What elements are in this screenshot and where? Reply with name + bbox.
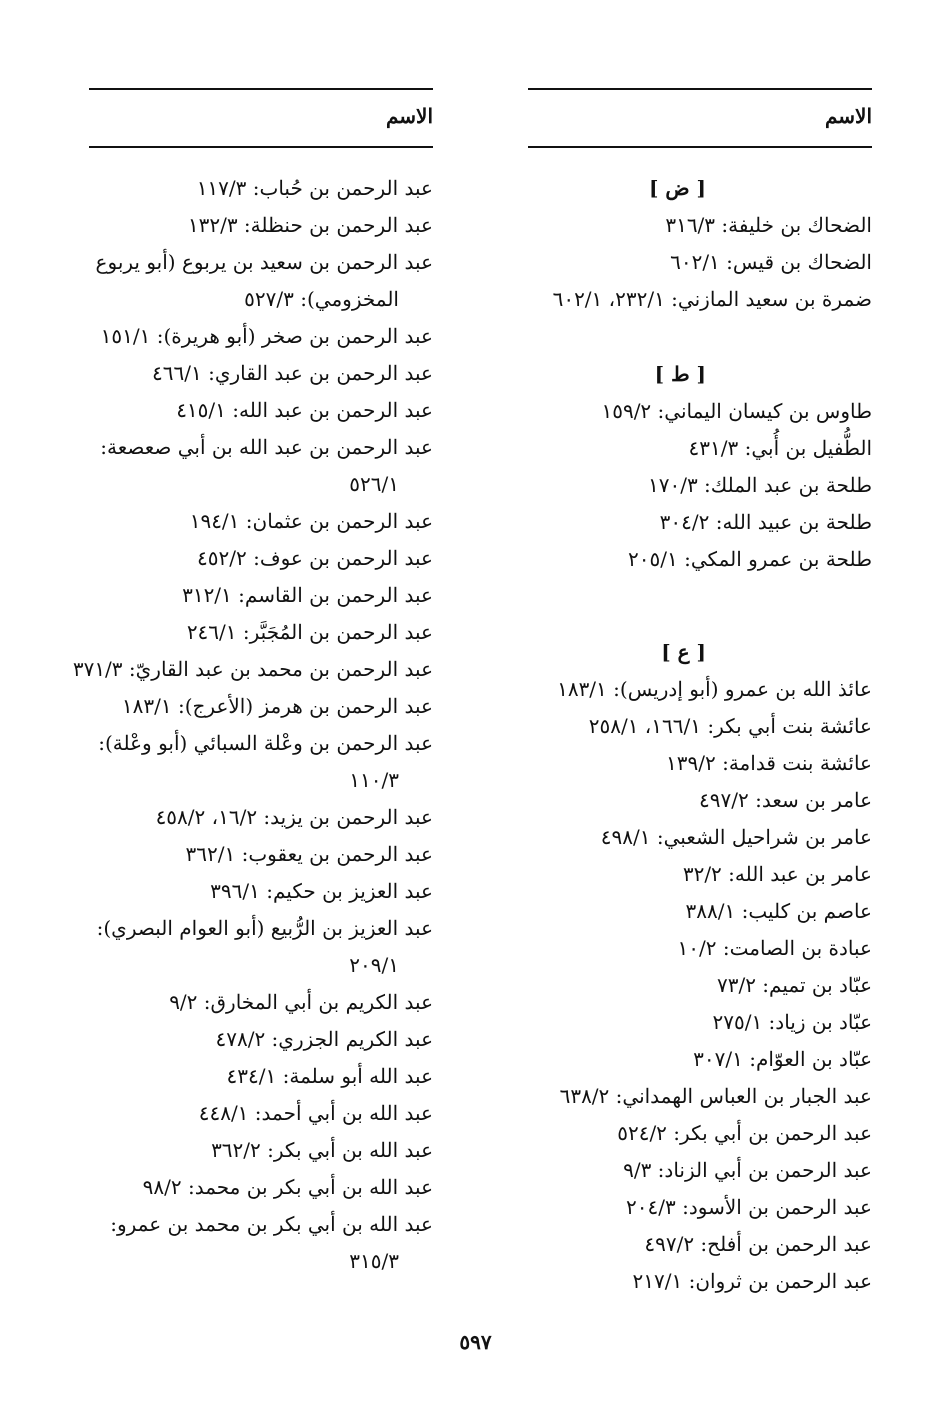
index-entry: عبد الرحمن بن وعْلة السبائي (أبو وعْلة):	[98, 731, 433, 755]
column-header-title: الاسم	[824, 104, 872, 128]
index-entry: عبد الله بن أبي بكر بن محمد بن عمرو:	[110, 1212, 433, 1236]
index-entry: طاوس بن كيسان اليماني: ١٥٩/٢	[601, 399, 872, 423]
index-entry: عبد الجبار بن العباس الهمداني: ٦٣٨/٢	[559, 1084, 872, 1108]
index-entry: طلحة بن عبيد الله: ٣٠٤/٢	[659, 510, 872, 534]
index-column-left	[72, 88, 433, 1280]
index-entry: عائشة بنت أبي بكر: ١٦٦/١، ٢٥٨/١	[588, 714, 872, 738]
index-entry: عبد الرحمن بن محمد بن عبد القاريّ: ٣٧١/٣	[72, 657, 433, 681]
index-entry: عبد الكريم بن أبي المخارق: ٩/٢	[169, 990, 433, 1014]
index-entry: عبد الرحمن بن سعيد بن يربوع (أبو يربوع	[95, 250, 433, 274]
index-entry: عبد الرحمن بن عبد الله: ٤١٥/١	[176, 398, 433, 422]
index-entry: عبّاد بن زياد: ٢٧٥/١	[712, 1010, 872, 1034]
index-entry: ضمرة بن سعيد المازني: ٢٣٢/١، ٦٠٢/١	[552, 287, 872, 311]
index-entries	[528, 148, 872, 1300]
column-header-title: الاسم	[385, 104, 433, 128]
index-entry-continuation: ٣١٥/٣	[349, 1249, 399, 1273]
index-entry: عبد الرحمن بن عوف: ٤٥٢/٢	[197, 546, 433, 570]
index-entry: عائذ الله بن عمرو (أبو إدريس): ١٨٣/١	[557, 677, 872, 701]
index-entry-continuation: ١١٠/٣	[349, 768, 399, 792]
index-entry: عبد الرحمن بن حُباب: ١١٧/٣	[196, 176, 433, 200]
letter-heading: [ ض ]	[648, 176, 706, 200]
index-entry: عبد الرحمن بن هرمز (الأعرج): ١٨٣/١	[121, 694, 433, 718]
index-entry: عائشة بنت قدامة: ١٣٩/٢	[666, 751, 872, 775]
index-entry: عبد العزيز بن الرُّبيع (أبو العوام البصري):	[96, 916, 433, 940]
index-entry: عبد الله بن أبي أحمد: ٤٤٨/١	[198, 1101, 433, 1125]
index-entry: عبد الرحمن بن عبد الله بن أبي صعصعة:	[100, 435, 433, 459]
index-entry: عبد الرحمن بن أبي الزناد: ٩/٣	[623, 1158, 872, 1182]
index-entry: طلحة بن عمرو المكي: ٢٠٥/١	[628, 547, 872, 571]
index-entry: عبّاد بن تميم: ٧٣/٢	[716, 973, 872, 997]
index-entry-continuation: ٢٠٩/١	[349, 953, 399, 977]
section-gap	[528, 578, 872, 634]
index-entry: عبد الله بن أبي بكر: ٣٦٢/٢	[211, 1138, 433, 1162]
index-entry: الضحاك بن قيس: ٦٠٢/١	[670, 250, 872, 274]
index-entry: عبادة بن الصامت: ١٠/٢	[677, 936, 872, 960]
index-entry: عاصم بن كليب: ٣٨٨/١	[685, 899, 872, 923]
index-entry: عبد الرحمن بن ثروان: ٢١٧/١	[632, 1269, 872, 1293]
section-gap	[528, 318, 872, 356]
index-entry: طلحة بن عبد الملك: ١٧٠/٣	[647, 473, 872, 497]
index-entry: عبد الرحمن بن يعقوب: ٣٦٢/١	[185, 842, 433, 866]
index-entry: عبد العزيز بن حكيم: ٣٩٦/١	[210, 879, 433, 903]
column-header	[528, 88, 872, 148]
index-entry: عبد الرحمن بن عبد القاري: ٤٦٦/١	[152, 361, 433, 385]
index-entry: عبد الرحمن بن الأسود: ٢٠٤/٣	[626, 1195, 872, 1219]
index-entry: عبد الله أبو سلمة: ٤٣٤/١	[226, 1064, 433, 1088]
column-header	[89, 88, 433, 148]
index-column-right	[528, 88, 872, 1300]
index-entry: عبد الرحمن بن أفلح: ٤٩٧/٢	[644, 1232, 872, 1256]
index-entry: عبد الرحمن بن صخر (أبو هريرة): ١٥١/١	[100, 324, 433, 348]
letter-heading: [ ع ]	[661, 640, 706, 664]
index-entry: عبد الرحمن بن يزيد: ١٦/٢، ٤٥٨/٢	[155, 805, 433, 829]
index-entry: عبد الرحمن بن عثمان: ١٩٤/١	[189, 509, 433, 533]
index-entry: عبّاد بن العوّام: ٣٠٧/١	[693, 1047, 872, 1071]
index-entry: الضحاك بن خليفة: ٣١٦/٣	[665, 213, 872, 237]
index-entry: عبد الله بن أبي بكر بن محمد: ٩٨/٢	[142, 1175, 433, 1199]
index-entry: عامر بن سعد: ٤٩٧/٢	[699, 788, 872, 812]
page-number: ٥٩٧	[459, 1330, 492, 1354]
letter-heading: [ ط ]	[654, 362, 706, 386]
index-entry: عامر بن عبد الله: ٣٢/٢	[682, 862, 872, 886]
index-entry: عبد الرحمن بن حنظلة: ١٣٢/٣	[187, 213, 433, 237]
index-entry: عبد الرحمن بن القاسم: ٣١٢/١	[182, 583, 433, 607]
index-entry: عبد الكريم الجزري: ٤٧٨/٢	[215, 1027, 433, 1051]
index-entry: عبد الرحمن بن المُجَبَّر: ٢٤٦/١	[186, 620, 433, 644]
index-entries	[72, 148, 433, 1280]
index-entry: عبد الرحمن بن أبي بكر: ٥٢٤/٢	[617, 1121, 872, 1145]
index-entry: الطُّفيل بن أُبي: ٤٣١/٣	[688, 436, 872, 460]
index-entry-continuation: المخزومي): ٥٢٧/٣	[244, 287, 399, 311]
index-entry: عامر بن شراحيل الشعبي: ٤٩٨/١	[600, 825, 872, 849]
index-entry-continuation: ٥٢٦/١	[349, 472, 399, 496]
